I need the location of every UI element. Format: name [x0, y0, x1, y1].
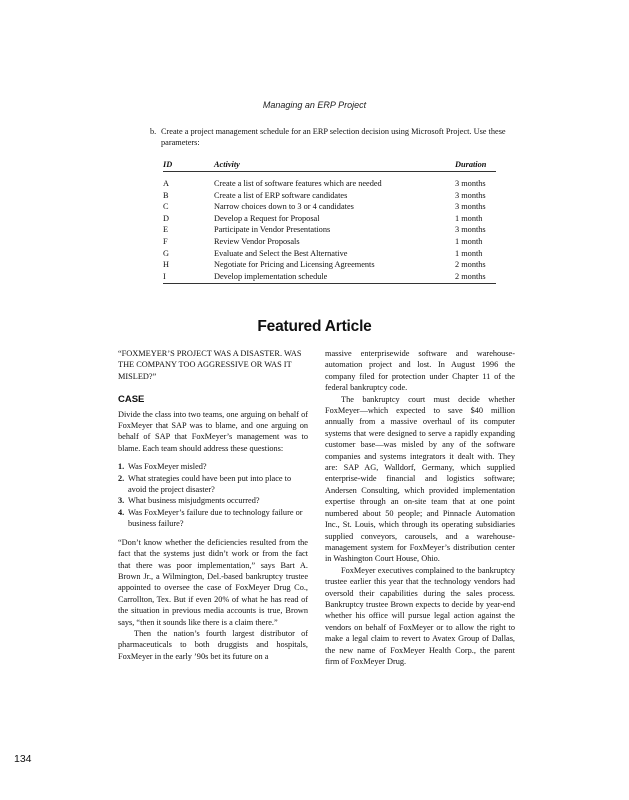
paragraph-executives: FoxMeyer executives complained to the bankruptcy trustee earlier this year that the technology vendors had oversold their capabilities during the sales process. Bankruptcy trustee Brown expects to decide by year-end whether his office will pursue legal action against the vendors on behalf of FoxMeyer or to allow the right to make a legal claim to revert to Avatex Group of Dallas, the new name of FoxMeyer Health Corp., the parent firm of FoxMeyer Drug.	[325, 565, 515, 666]
article-column-right	[325, 348, 515, 667]
question-text: Was FoxMeyer misled?	[128, 462, 207, 472]
cell-id: I	[163, 271, 166, 281]
instruction-text: Create a project management schedule for an ERP selection decision using Microsoft Project. Use these parameters:	[161, 127, 506, 147]
cell-activity: Narrow choices down to 3 or 4 candidates	[214, 202, 354, 212]
question-item	[118, 473, 308, 496]
cell-duration: 3 months	[455, 179, 486, 188]
cell-duration: 1 month	[455, 248, 483, 258]
cell-duration: 3 months	[455, 202, 486, 212]
table-row	[163, 259, 496, 271]
running-header: Managing an ERP Project	[262, 100, 367, 110]
activity-table	[163, 158, 496, 284]
cell-id: B	[163, 190, 169, 200]
question-list	[118, 461, 308, 529]
table-row	[163, 178, 496, 190]
instruction-item	[150, 126, 510, 148]
question-item	[118, 461, 308, 472]
cell-activity: Create a list of software features which are needed	[214, 179, 382, 188]
case-heading: CASE	[118, 394, 145, 406]
table-row	[163, 236, 496, 248]
article-column-left	[118, 348, 308, 662]
paragraph-bankruptcy-court: The bankruptcy court must decide whether FoxMeyer—which expected to save $40 million annually from a massive overhaul of its computer systems that were designed to serve a rapidly expanding customer base—was misled by any of the software companies and systems integrators it dealt with. They are: SAP AG, Walldorf, Germany, which supplied enterprise-wide financial and logistics software; Andersen Consulting, which provided implementation expertise through an on-site team that at one point numbered about 50 people; and Pinnacle Automation Inc., St. Louis, which through its operating subsidiaries supplied conveyors, carousels, and a warehouse-management system for FoxMeyer’s distribution center in Washington Court House, Ohio.	[325, 394, 515, 564]
header-duration: Duration	[455, 160, 487, 169]
cell-activity: Create a list of ERP software candidates	[214, 190, 348, 200]
question-text: What strategies could have been put into place to avoid the project disaster?	[128, 473, 292, 495]
cell-id: F	[163, 236, 168, 246]
header-id: ID	[163, 160, 173, 169]
cell-duration: 2 months	[455, 271, 486, 281]
table-row	[163, 201, 496, 213]
cell-duration: 3 months	[455, 190, 486, 200]
featured-article-heading: Featured Article	[257, 318, 372, 335]
table-bottom-rule	[163, 283, 496, 284]
cell-id: A	[163, 179, 169, 188]
instruction-label: b.	[150, 127, 157, 136]
cell-activity: Develop a Request for Proposal	[214, 213, 320, 223]
header-activity: Activity	[214, 160, 240, 169]
cell-duration: 1 month	[455, 213, 483, 223]
table-row	[163, 271, 496, 283]
table-row	[163, 224, 496, 236]
cell-id: H	[163, 260, 169, 270]
cell-activity: Review Vendor Proposals	[214, 236, 300, 246]
table-row	[163, 213, 496, 225]
cell-id: G	[163, 248, 169, 258]
cell-duration: 2 months	[455, 260, 486, 270]
question-number: 4.	[118, 507, 125, 517]
cell-id: C	[163, 202, 169, 212]
paragraph-distributor: Then the nation’s fourth largest distributor of pharmaceuticals to both druggists and hospitals, FoxMeyer in the early ’90s bet its future on a	[118, 628, 308, 661]
table-header-row	[163, 158, 496, 171]
question-text: What business misjudgments occurred?	[128, 496, 260, 506]
article-title: “FOXMEYER’S PROJECT WAS A DISASTER. WAS THE COMPANY TOO AGGRESSIVE OR WAS IT MISLED?”	[118, 349, 302, 381]
question-number: 1.	[118, 462, 125, 472]
cell-activity: Develop implementation schedule	[214, 271, 328, 281]
table-row	[163, 248, 496, 260]
paragraph-quote: “Don’t know whether the deficiencies resulted from the fact that the systems just didn’t work or from the fact that there was poor implementation,” says Bart A. Brown Jr., a Wilmington, Del.-based bankruptcy trustee appointed to oversee the case of FoxMeyer Drug Co., Carrollton, Tex. But if even 20% of what he has read of the situation in previous media accounts is true, Brown says, “then it sounds like there is a claim there.”	[118, 537, 308, 627]
cell-activity: Participate in Vendor Presentations	[214, 225, 331, 235]
case-intro: Divide the class into two teams, one arguing on behalf of FoxMeyer that SAP was to blame, and one arguing on behalf of SAP that FoxMeyer’s management was to blame. Each team should address these questions:	[118, 409, 308, 453]
cell-id: E	[163, 225, 169, 235]
cell-activity: Evaluate and Select the Best Alternative	[214, 248, 348, 258]
paragraph-distributor-continued: massive enterprisewide software and warehouse-automation project and lost. In August 1996 the company filed for protection under Chapter 11 of the federal bankruptcy code.	[325, 349, 515, 393]
question-number: 2.	[118, 473, 125, 483]
question-text: Was FoxMeyer’s failure due to technology failure or business failure?	[128, 507, 303, 529]
table-row	[163, 190, 496, 202]
cell-duration: 3 months	[455, 225, 486, 235]
question-number: 3.	[118, 496, 125, 506]
question-item	[118, 507, 308, 530]
page-number: 134	[14, 753, 32, 765]
cell-duration: 1 month	[455, 236, 483, 246]
cell-id: D	[163, 213, 169, 223]
cell-activity: Negotiate for Pricing and Licensing Agreements	[214, 260, 375, 270]
question-item	[118, 495, 308, 506]
